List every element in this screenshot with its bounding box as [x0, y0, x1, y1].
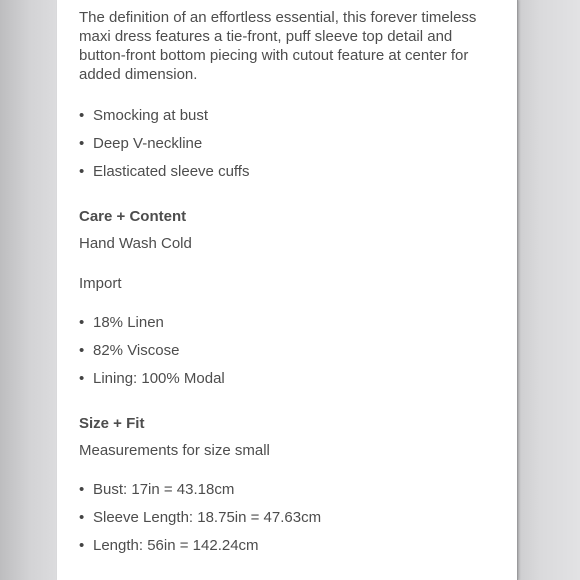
care-content-heading: Care + Content	[79, 208, 187, 225]
feature-item: • Deep V-neckline	[79, 130, 499, 158]
origin-text: Import	[79, 275, 122, 292]
material-item: • Lining: 100% Modal	[79, 365, 499, 393]
product-details-content	[79, 8, 499, 560]
product-details-panel	[57, 0, 518, 580]
material-item: • 82% Viscose	[79, 337, 499, 365]
care-instructions: Hand Wash Cold	[79, 235, 192, 252]
size-note: Measurements for size small	[79, 442, 270, 459]
measurements-list	[79, 476, 499, 560]
size-fit-heading: Size + Fit	[79, 415, 145, 432]
feature-item: • Elasticated sleeve cuffs	[79, 158, 499, 186]
feature-list	[79, 102, 499, 186]
feature-item: • Smocking at bust	[79, 102, 499, 130]
materials-list	[79, 309, 499, 393]
material-item: • 18% Linen	[79, 309, 499, 337]
product-description: The definition of an effortless essential, this forever timeless maxi dress features a tie-front, puff sleeve top detail and button-front bottom piecing with cutout feature at center for added dimension.	[79, 9, 477, 83]
measurement-item: • Bust: 17in = 43.18cm	[79, 476, 499, 504]
measurement-item: • Length: 56in = 142.24cm	[79, 532, 499, 560]
measurement-item: • Sleeve Length: 18.75in = 47.63cm	[79, 504, 499, 532]
